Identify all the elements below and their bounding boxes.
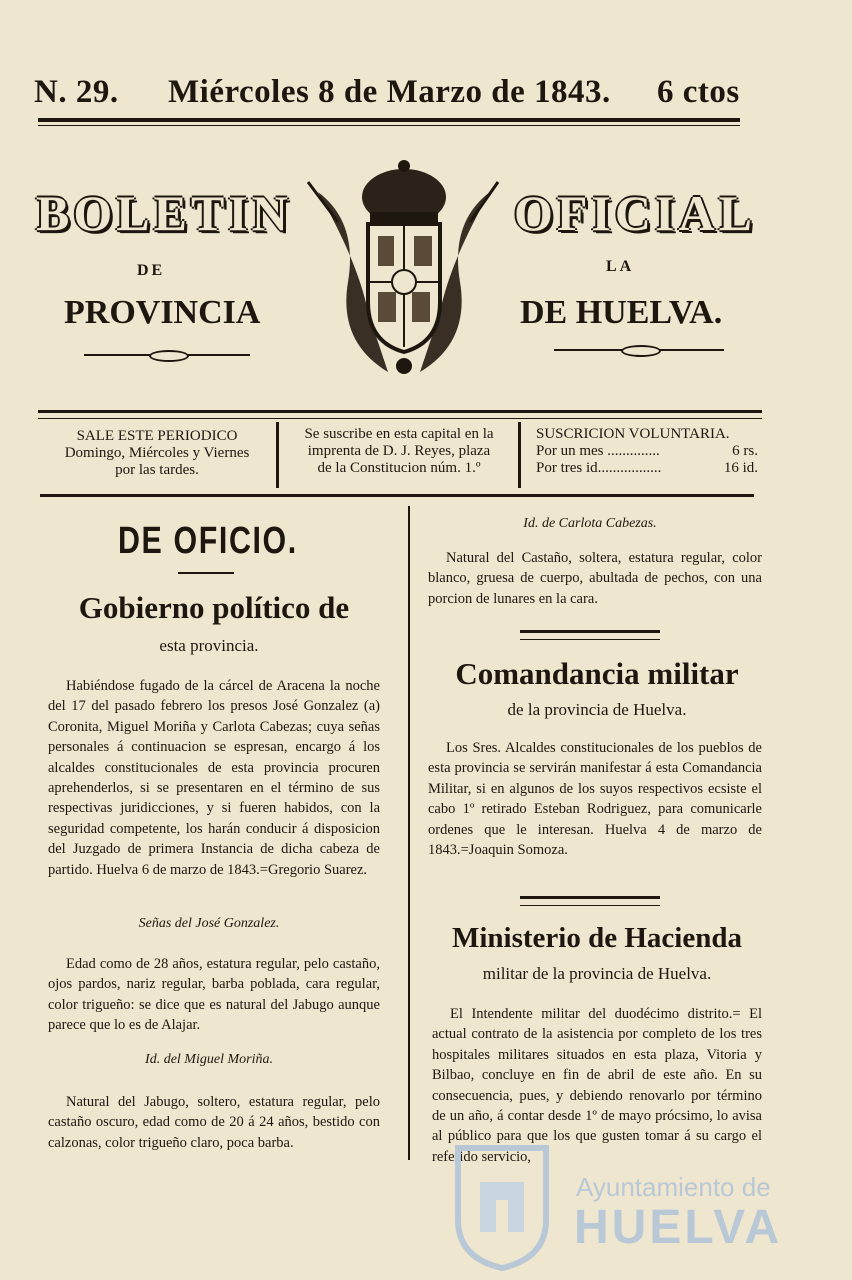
info-top-rule-thin — [38, 418, 762, 419]
right-paragraph-2 — [428, 738, 762, 860]
issue-date: Miércoles 8 de Marzo de 1843. — [168, 74, 611, 110]
comandancia-notice: Los Sres. Alcaldes constitucionales de los pueblos de esta provincia se servirán manifestar á esta Comandancia Militar, si en algunos de los suyos respectivos ecsiste el cabo 1º retirado Esteban Rodriguez, para comunicarle ordenes que le interesan. Huelva 4 de marzo de 1843.=Joaquin Somoza. — [428, 740, 762, 859]
column-divider — [408, 506, 410, 1160]
watermark-line1: Ayuntamiento de — [576, 1172, 771, 1202]
signs-carlota-title: Id. de Carlota Cabezas. — [523, 516, 657, 531]
signs-miguel-text: Natural del Jabugo, soltero, estatura regular, pelo castaño oscuro, edad como de 20 á 24 años, bestido con calzonas, color trigueño claro, poca barba. — [48, 1094, 380, 1151]
info-left-line2: Domingo, Miércoles y Viernes — [64, 445, 250, 461]
subheading-ministerio: militar de la provincia de Huelva. — [482, 964, 712, 983]
heading-gobierno: Gobierno político de — [78, 590, 350, 625]
coat-of-arms-icon — [298, 152, 510, 384]
title-provincia: PROVINCIA — [64, 294, 261, 331]
info-left — [42, 428, 272, 479]
right-paragraph-1 — [428, 548, 762, 609]
subscription-three-value: 16 id. — [723, 460, 758, 476]
info-middle-line2: imprenta de D. J. Reyes, plaza — [307, 443, 491, 459]
heading-comandancia: Comandancia militar — [455, 656, 739, 691]
title-oficial: OFICIAL — [514, 185, 756, 241]
fugitive-notice: Habiéndose fugado de la cárcel de Aracena la noche del 17 del pasado febrero los presos José Gonzalez (a) Coronita, Miguel Moriña y Carlota Cabezas; cuya señas personales á continuacion se espresan, encargo á los alcaldes constitucionales de esta provincia procuren aprehenderlos, si se presentaren en el término de sus respectivas juridicciones, y si fueren habidos, con la seguridad competente, los harán conducir á disposicion del Juzgado de primera Instancia de dicha cabeza de partido. Huelva 6 de marzo de 1843.=Gregorio Suarez. — [48, 678, 380, 878]
hacienda-notice: El Intendente militar del duodécimo distrito.= El actual contrato de la asistencia por completo de los tres hospitales militares situados en esta plaza, Vitoria y Bilbao, concluye en fin de abril de este año. En su consecuencia, pues, y debiendo renovarlo por término de un año, á contar desde 1º de mayo prócsimo, lo avisa al público para que los que gusten tomar á su cargo el referido servicio, — [432, 1006, 762, 1165]
subscription-row-month — [536, 443, 758, 460]
subscription-three-label: Por tres id................. — [536, 460, 662, 476]
title-boletin: BOLETIN — [36, 185, 292, 241]
subheading-comandancia: de la provincia de Huelva. — [507, 700, 687, 719]
title-de: DE — [137, 262, 166, 279]
subheading-provincia: esta provincia. — [159, 636, 259, 655]
watermark-line2: HUELVA — [574, 1201, 783, 1254]
info-right — [536, 426, 758, 477]
info-left-line1: SALE ESTE PERIODICO — [76, 428, 238, 444]
signs-jose-text: Edad como de 28 años, estatura regular, pelo castaño, ojos pardos, nariz regular, barba poblada, cara regular, color trigueño: se dice que es natural del Jabugo aunque parece que lo es de Alajar. — [48, 956, 380, 1034]
info-divider-2 — [518, 422, 521, 488]
heading-ministerio: Ministerio de Hacienda — [452, 922, 742, 954]
signs-miguel-title: Id. del Miguel Moriña. — [145, 1052, 273, 1067]
subscription-title: SUSCRICION VOLUNTARIA. — [536, 426, 730, 442]
short-rule-1 — [178, 572, 234, 574]
section-rule-2 — [520, 896, 660, 906]
info-bottom-rule — [40, 494, 754, 497]
flourish-right — [554, 349, 724, 351]
title-de-huelva: DE HUELVA. — [520, 294, 723, 331]
masthead-rule — [38, 118, 740, 122]
info-top-rule — [38, 410, 762, 413]
signs-carlota-text: Natural del Castaño, soltera, estatura regular, color blanco, gruesa de cuerpo, abultada de pechos, con una porcion de lunares en la cara. — [428, 550, 762, 607]
issue-price: 6 ctos — [657, 74, 740, 110]
section-rule-1 — [520, 630, 660, 640]
issue-number: N. 29. — [34, 74, 119, 110]
info-middle — [286, 426, 512, 477]
section-de-oficio: DE OFICIO. — [118, 520, 298, 562]
subscription-row-three — [536, 460, 758, 477]
flourish-left — [84, 354, 250, 356]
left-paragraph-1 — [48, 676, 380, 880]
left-paragraph-3 — [48, 1092, 380, 1153]
subscription-month-label: Por un mes .............. — [536, 443, 660, 459]
signs-jose-title: Señas del José Gonzalez. — [138, 916, 280, 931]
info-left-line3: por las tardes. — [115, 462, 199, 478]
info-middle-line3: de la Constitucion núm. 1.º — [317, 460, 481, 476]
left-paragraph-2 — [48, 954, 380, 1036]
info-divider-1 — [276, 422, 279, 488]
title-la: LA — [606, 258, 635, 275]
subscription-month-value: 6 rs. — [732, 443, 758, 459]
masthead-rule-thin — [38, 125, 740, 126]
watermark-shield-icon — [450, 1142, 554, 1272]
info-middle-line1: Se suscribe en esta capital en la — [304, 426, 494, 442]
